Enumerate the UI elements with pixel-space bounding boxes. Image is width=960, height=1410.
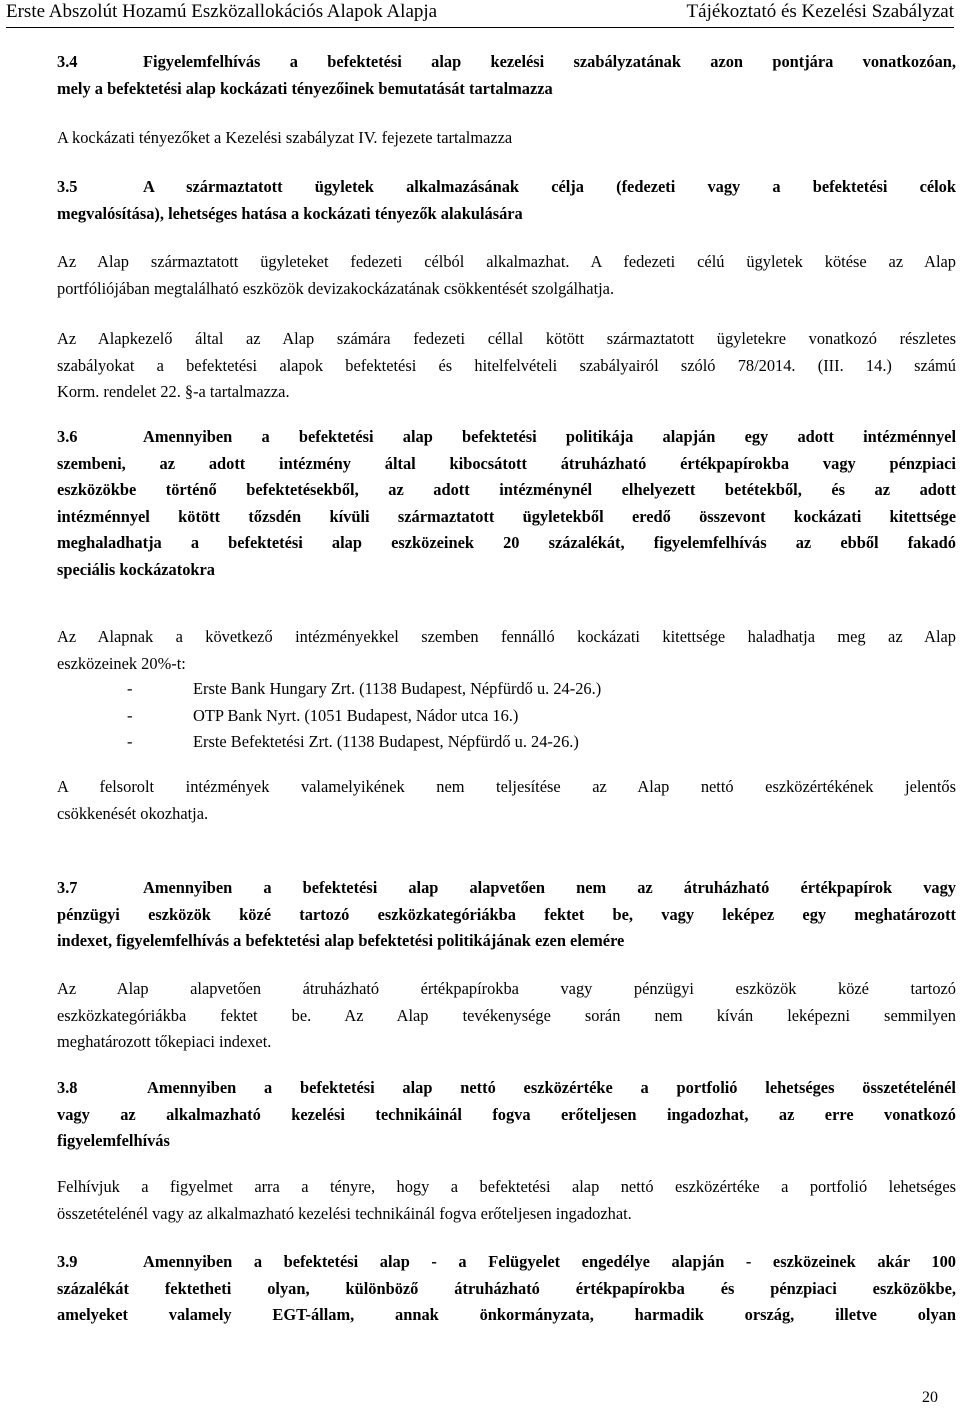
heading-text: mely a befektetési alap kockázati tényezőinek bemutatását tartalmazza — [57, 78, 553, 98]
section-3-7-heading — [57, 875, 956, 955]
heading-text: Amennyiben a befektetési alap alapvetően nem az átruházható értékpapírok vagy — [143, 878, 956, 897]
section-number: 3.4 — [57, 52, 78, 71]
institution-list — [57, 676, 956, 756]
heading-text: Amennyiben a befektetési alap befektetési politikája alapján egy adott intézménnyel — [143, 427, 956, 446]
header-rule — [6, 27, 954, 28]
section-3-8-heading — [57, 1075, 956, 1155]
heading-text: pénzügyi eszközök közé tartozó eszközkategóriákba fektet be, vagy leképez egy meghatározott — [57, 904, 956, 924]
section-3-6-paragraph-2 — [57, 774, 956, 827]
list-item — [57, 676, 956, 703]
section-3-6-heading — [57, 424, 956, 583]
header-title: Erste Abszolút Hozamú Eszközallokációs Alapok Alapja — [6, 1, 438, 22]
paragraph-line: összetételénél vagy az alkalmazható kezelési technikáinál fogva erőteljesen ingadozhat. — [57, 1203, 632, 1223]
section-3-5-paragraph-2 — [57, 326, 956, 406]
paragraph-line: Az Alapnak a következő intézményekkel szemben fennálló kockázati kitettsége haladhatja meg az Alap — [57, 627, 956, 646]
paragraph-line: A kockázati tényezőket a Kezelési szabályzat IV. fejezete tartalmazza — [57, 128, 513, 147]
header-subtitle: Tájékoztató és Kezelési Szabályzat — [686, 1, 954, 22]
list-item-text: Erste Bank Hungary Zrt. (1138 Budapest, Népfürdő u. 24-26.) — [193, 679, 602, 698]
paragraph-line: A felsorolt intézmények valamelyikének nem teljesítése az Alap nettó eszközértékének jelentős — [57, 777, 956, 796]
section-number: 3.9 — [57, 1252, 78, 1271]
section-3-4-text — [57, 125, 956, 152]
paragraph-line: portfóliójában megtalálható eszközök devizakockázatának csökkentését szolgálhatja. — [57, 278, 615, 298]
paragraph-line: Az Alap alapvetően átruházható értékpapírokba vagy pénzügyi eszközök közé tartozó — [57, 979, 956, 998]
section-3-5-heading — [57, 174, 956, 227]
heading-text: megvalósítása), lehetséges hatása a kockázati tényezők alakulására — [57, 203, 523, 223]
section-number: 3.8 — [57, 1078, 78, 1097]
section-3-4-heading — [57, 49, 956, 102]
paragraph-line: csökkenését okozhatja. — [57, 803, 209, 823]
heading-text: amelyeket valamely EGT-állam, annak önkormányzata, harmadik ország, illetve olyan — [57, 1305, 956, 1324]
list-item — [57, 729, 956, 756]
heading-text: figyelemfelhívás — [57, 1131, 170, 1150]
section-3-8-paragraph-1 — [57, 1174, 956, 1227]
heading-text: A származtatott ügyletek alkalmazásának célja (fedezeti vagy a befektetési célok — [143, 177, 956, 196]
heading-text: vagy az alkalmazható kezelési technikáinál fogva erőteljesen ingadozhat, az erre vonatkozó — [57, 1104, 956, 1124]
heading-text: Amennyiben a befektetési alap - a Felügyelet engedélye alapján - eszközeinek akár 100 — [143, 1252, 956, 1271]
page-number: 20 — [922, 1389, 938, 1406]
heading-text: meghaladhatja a befektetési alap eszközeinek 20 százalékát, figyelemfelhívás az ebből fakadó — [57, 533, 956, 552]
section-3-9-heading — [57, 1249, 956, 1329]
paragraph-line: meghatározott tőkepiaci indexet. — [57, 1032, 272, 1051]
heading-text: intézménnyel kötött tőzsdén kívüli származtatott ügyletekből eredő összevont kockázati kitettsége — [57, 506, 956, 526]
paragraph-line: Az Alap származtatott ügyleteket fedezeti célból alkalmazhat. A fedezeti célú ügyletek kötése az Alap — [57, 252, 956, 271]
section-3-7-paragraph-1 — [57, 976, 956, 1056]
paragraph-line: Felhívjuk a figyelmet arra a tényre, hogy a befektetési alap nettó eszközértéke a portfolió lehetséges — [57, 1177, 956, 1196]
section-number: 3.7 — [57, 878, 78, 897]
section-number: 3.5 — [57, 177, 78, 196]
list-item-text: OTP Bank Nyrt. (1051 Budapest, Nádor utca 16.) — [193, 705, 519, 725]
paragraph-line: eszközkategóriákba fektet be. Az Alap tevékenysége során nem kíván leképezni semmilyen — [57, 1005, 956, 1025]
list-bullet: - — [127, 679, 133, 698]
page-header — [0, 0, 960, 24]
heading-text: százalékát fektetheti olyan, különböző átruházható értékpapírokba és pénzpiaci eszközökbe, — [57, 1278, 956, 1298]
heading-text: Amennyiben a befektetési alap nettó eszközértéke a portfolió lehetséges összetételénél — [147, 1078, 956, 1097]
list-item — [57, 703, 956, 730]
paragraph-line: eszközeinek 20%-t: — [57, 653, 186, 673]
section-3-5-paragraph-1 — [57, 249, 956, 302]
section-3-6-paragraph-1 — [57, 624, 956, 677]
heading-text: szembeni, az adott intézmény által kibocsátott átruházható értékpapírokba vagy pénzpiaci — [57, 453, 956, 473]
list-bullet: - — [127, 705, 133, 725]
paragraph-line: Az Alapkezelő által az Alap számára fedezeti céllal kötött származtatott ügyletekre vonatkozó részletes — [57, 329, 956, 348]
paragraph-line: szabályokat a befektetési alapok befektetési és hitelfelvételi szabályairól szóló 78/2014. (III. 14.) számú — [57, 355, 956, 375]
heading-text: eszközökbe történő befektetésekből, az adott intézménynél elhelyezett betétekből, és az adott — [57, 480, 956, 499]
heading-text: indexet, figyelemfelhívás a befektetési alap befektetési politikájának ezen elemére — [57, 931, 625, 950]
paragraph-line: Korm. rendelet 22. §-a tartalmazza. — [57, 382, 290, 401]
section-number: 3.6 — [57, 427, 78, 446]
list-item-text: Erste Befektetési Zrt. (1138 Budapest, Népfürdő u. 24-26.) — [193, 732, 579, 751]
list-bullet: - — [127, 732, 133, 751]
heading-text: Figyelemfelhívás a befektetési alap kezelési szabályzatának azon pontjára vonatkozóan, — [143, 52, 956, 71]
heading-text: speciális kockázatokra — [57, 559, 215, 579]
